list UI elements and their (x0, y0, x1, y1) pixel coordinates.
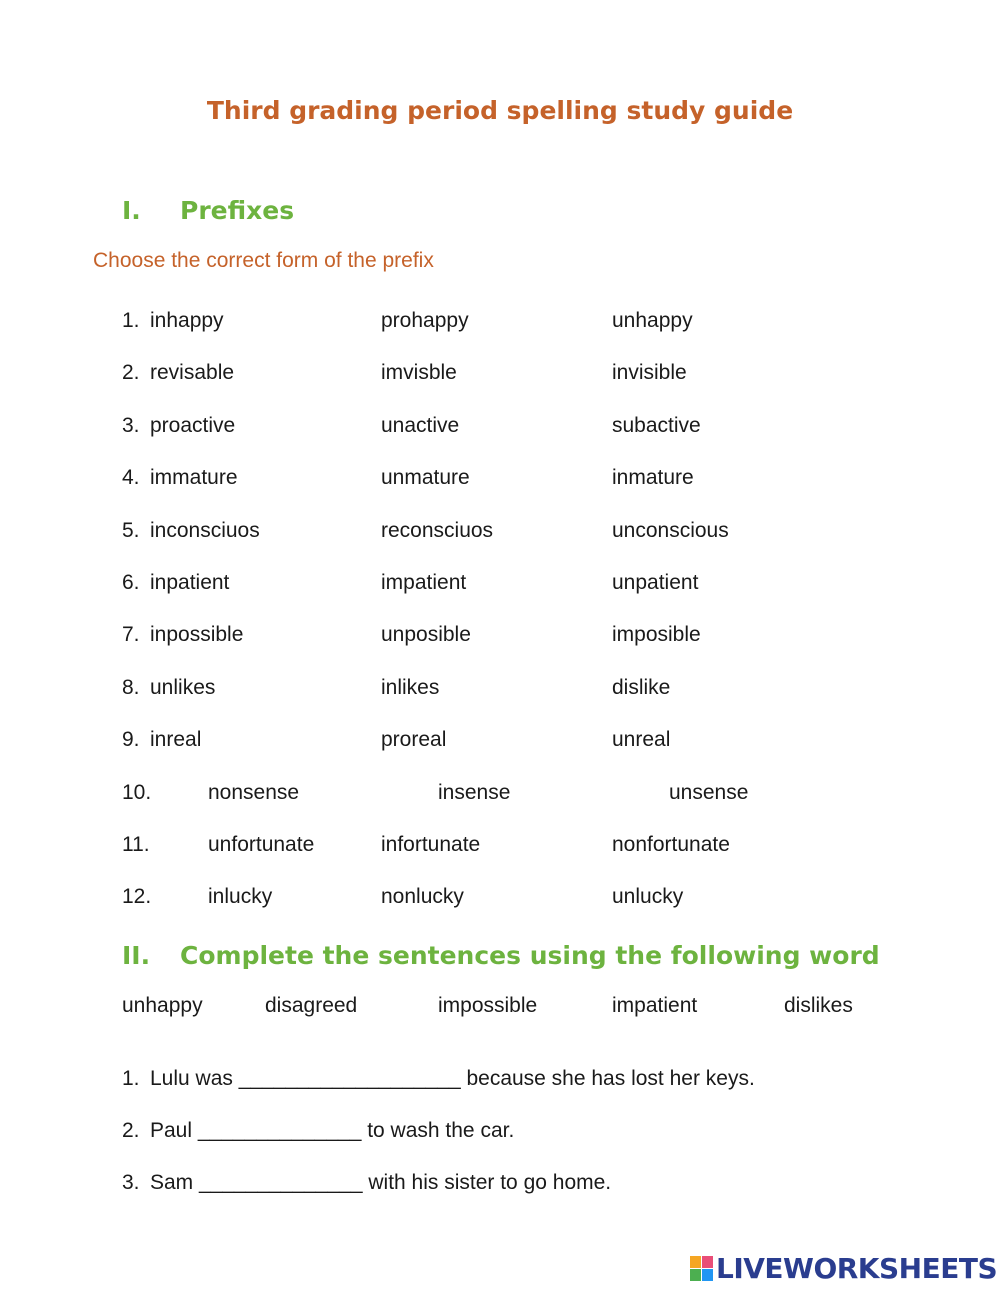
prefix-option: revisable (150, 361, 235, 385)
prefix-row (122, 781, 822, 807)
prefix-option: proactive (150, 413, 236, 437)
prefix-option: insense (438, 780, 511, 804)
prefix-option: inhappy (150, 309, 224, 332)
word-bank-item: unhappy (122, 994, 203, 1017)
prefix-option: inpossible (150, 623, 244, 647)
prefix-option: unfortunate (208, 833, 315, 856)
word-bank-item: impatient (612, 994, 698, 1017)
prefix-option: inmature (612, 466, 694, 490)
prefix-option: prohappy (381, 309, 469, 332)
prefix-option: unconscious (612, 518, 729, 542)
prefix-option: inpatient (150, 571, 230, 594)
sentence-text: Lulu was ___________________ because she has lost her keys. (150, 1067, 755, 1090)
prefix-option: nonlucky (381, 885, 464, 909)
prefix-option: inconsciuos (150, 518, 260, 542)
prefix-row-number: 3. (122, 413, 140, 437)
section-2-title: Complete the sentences using the following word (180, 941, 880, 970)
section-1-title: Prefixes (180, 196, 295, 225)
prefix-option: dislike (612, 675, 671, 699)
prefix-row (122, 309, 822, 335)
section-1-instruction: Choose the correct form of the prefix (93, 249, 434, 272)
prefix-option: nonsense (208, 780, 300, 804)
liveworksheets-logo-text: LIVEWORKSHEETS (716, 1252, 998, 1285)
prefix-row-number: 1. (122, 309, 140, 332)
sentence-number: 2. (122, 1119, 140, 1142)
prefix-row-number: 8. (122, 675, 140, 699)
prefix-row (122, 676, 822, 702)
section-2-number: II. (122, 941, 151, 970)
prefix-row (122, 571, 822, 597)
prefix-option: inreal (150, 728, 202, 752)
liveworksheets-logo (690, 1252, 998, 1290)
prefix-row-number: 9. (122, 728, 140, 752)
prefix-option: unpatient (612, 571, 699, 594)
prefix-option: infortunate (381, 833, 481, 856)
prefix-option: unmature (381, 466, 470, 490)
prefix-row (122, 414, 822, 440)
word-bank-item: impossible (438, 994, 538, 1017)
prefix-option: proreal (381, 728, 447, 752)
prefix-option: imvisble (381, 361, 457, 385)
prefix-option: unactive (381, 413, 460, 437)
prefix-option: unposible (381, 623, 471, 647)
prefix-option: impatient (381, 571, 467, 594)
word-bank-item: disagreed (265, 994, 358, 1017)
prefix-option: subactive (612, 413, 701, 437)
prefix-row-number: 11. (122, 833, 150, 856)
prefix-row-number: 12. (122, 885, 152, 909)
prefix-option: unsense (669, 780, 749, 804)
prefix-option: imposible (612, 623, 701, 647)
prefix-row-number: 5. (122, 518, 140, 542)
prefix-row (122, 623, 822, 649)
prefix-option: unhappy (612, 309, 693, 332)
section-1-heading (122, 196, 622, 228)
prefix-row (122, 833, 822, 859)
prefix-row-number: 10. (122, 780, 152, 804)
word-bank-item: dislikes (784, 994, 853, 1017)
prefix-option: unlikes (150, 675, 216, 699)
prefix-row-number: 7. (122, 623, 140, 647)
prefix-row (122, 361, 822, 387)
page-title: Third grading period spelling study guide (206, 96, 794, 125)
prefix-row (122, 466, 822, 492)
prefix-row-number: 6. (122, 571, 140, 594)
prefix-option: inlucky (208, 885, 273, 909)
prefix-row-number: 4. (122, 466, 140, 490)
prefix-option: inlikes (381, 675, 440, 699)
sentence-text: Sam ______________ with his sister to go home. (150, 1171, 612, 1194)
sentence-number: 1. (122, 1067, 140, 1090)
prefix-option: unlucky (612, 885, 684, 909)
sentence-number: 3. (122, 1171, 140, 1194)
section-2-heading (122, 941, 992, 973)
sentence-text: Paul ______________ to wash the car. (150, 1119, 515, 1142)
sentence-item (122, 1119, 882, 1145)
liveworksheets-blocks-icon (690, 1256, 714, 1282)
prefix-option: reconsciuos (381, 518, 494, 542)
sentence-item (122, 1067, 882, 1093)
prefix-option: unreal (612, 728, 671, 752)
prefix-row (122, 519, 822, 545)
prefix-row (122, 885, 822, 911)
section-1-number: I. (122, 196, 141, 225)
prefix-option: immature (150, 466, 238, 490)
prefix-option: invisible (612, 361, 687, 385)
prefix-row-number: 2. (122, 361, 140, 385)
prefix-row (122, 728, 822, 754)
prefix-option: nonfortunate (612, 833, 730, 856)
sentence-item (122, 1171, 882, 1197)
